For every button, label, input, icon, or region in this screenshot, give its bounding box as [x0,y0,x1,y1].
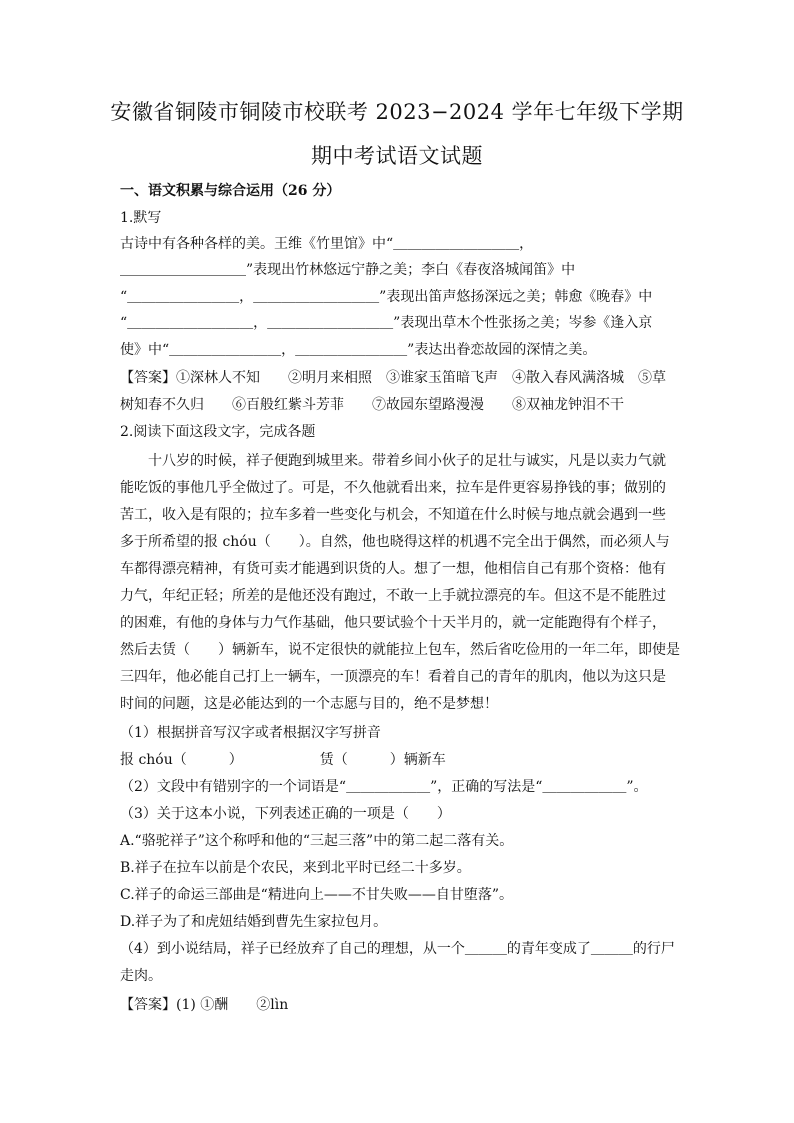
question-2-label: 2.阅读下面这段文字，完成各题 [120,424,316,440]
question-1-text: “＿＿＿＿＿＿＿＿＿，＿＿＿＿＿＿＿＿＿”表现出草木个性张扬之美；岑参《逢入京 [120,315,653,331]
answer-1: 树知春不久归 ⑥百般红紫斗芳菲 ⑦故园东望路漫漫 ⑧双袖龙钟泪不干 [120,397,624,413]
passage-text: 然后去赁（ ）辆新车，说不定很快的就能拉上包车，然后省吃俭用的一年二年，即使是 [120,642,680,658]
question-1-text: ＿＿＿＿＿＿＿＿＿”表现出竹林悠远宁静之美；李白《春夜洛城闻笛》中 [120,262,576,278]
question-1-text: 古诗中有各种各样的美。王维《竹里馆》中“＿＿＿＿＿＿＿＿＿， [120,236,534,252]
title-line-1: 安徽省铜陵市铜陵市校联考 2023−2024 学年七年级下学期 [110,100,684,124]
sub-question-1: （1）根据拼音写汉字或者根据汉字写拼音 [120,725,381,741]
passage-text: 时间的问题，这是必能达到的一个志愿与目的，绝不是梦想！ [120,696,498,712]
sub-question-4: （4）到小说结局，祥子已经放弃了自己的理想，从一个＿＿＿的青年变成了＿＿＿的行尸 [120,941,675,957]
passage-text: 能吃饭的事他几乎全做过了。可是，不久他就看出来，拉车是件更容易挣钱的事；做别的 [120,480,666,496]
title-line-2: 期中考试语文试题 [311,144,483,168]
question-1-label: 1.默写 [120,210,162,226]
option-d: D.祥子为了和虎妞结婚到曹先生家拉包月。 [120,914,388,930]
answer-1: 【答案】①深林人不知 ②明月来相照 ③谁家玉笛暗飞声 ④散入春风满洛城 ⑤草 [120,370,666,386]
sub-question-2: （2）文段中有错别字的一个词语是“＿＿＿＿＿＿”，正确的写法是“＿＿＿＿＿＿”。 [120,779,648,795]
passage-text: 多于所希望的报 chóu（ ）。自然，他也晓得这样的机遇不完全出于偶然，而必须人与 [120,534,670,550]
passage-text: 苦工，收入是有限的；拉车多着一些变化与机会，不知道在什么时候与地点就会遇到一些 [120,507,666,523]
question-1-text: “＿＿＿＿＿＿＿＿，＿＿＿＿＿＿＿＿＿”表现出笛声悠扬深远之美；韩愈《晚春》中 [120,289,653,305]
question-1-text: 使》中“＿＿＿＿＿＿＿＿，＿＿＿＿＿＿＿＿”表达出眷恋故园的深情之美。 [120,342,597,358]
passage-text: 三四年，他必能自己打上一辆车，一顶漂亮的车！看着自己的青年的肌肉，他以为这只是 [120,669,666,685]
option-a: A.“骆驼祥子”这个称呼和他的“三起三落”中的第二起二落有关。 [120,833,514,849]
passage-text: 十八岁的时候，祥子便跑到城里来。带着乡间小伙子的足壮与诚实，凡是以卖力气就 [148,453,666,469]
sub-question-4: 走肉。 [120,968,162,984]
passage-text: 车都得漂亮精神，有货可卖才能遇到识货的人。想了一想，他相信自己有那个资格：他有 [120,561,666,577]
sub-question-3: （3）关于这本小说，下列表述正确的一项是（ ） [120,806,451,822]
option-b: B.祥子在拉车以前是个农民，来到北平时已经二十多岁。 [120,860,471,876]
sub-question-1-blanks: 报 chóu（ ） 赁（ ）辆新车 [120,752,446,768]
passage-text: 的困难，有他的身体与力气作基础，他只要试验个十天半月的，就一定能跑得有个样子， [120,615,666,631]
answer-2: 【答案】(1) ①酬 ②lìn [120,997,289,1013]
passage-text: 力气，年纪正轻；所差的是他还没有跑过，不敢一上手就拉漂亮的车。但这不是不能胜过 [120,588,666,604]
section-heading: 一、语文积累与综合运用（26 分） [120,183,341,199]
option-c: C.祥子的命运三部曲是“精进向上——不甘失败——自甘堕落”。 [120,887,513,903]
